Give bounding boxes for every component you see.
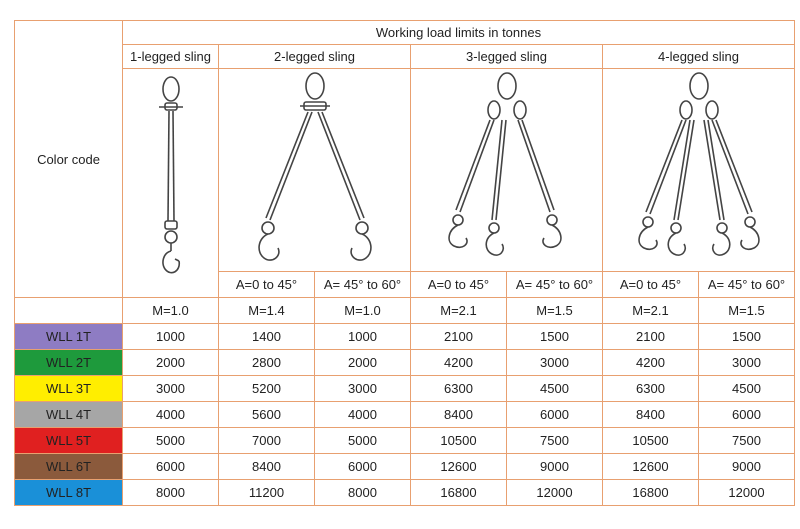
wll-value-cell: 10500	[603, 428, 699, 454]
wll-value-cell: 9000	[699, 454, 795, 480]
sling-image-3-leg-cell	[411, 69, 603, 272]
wll-row	[15, 402, 795, 428]
three-leg-sling-icon	[432, 70, 582, 270]
wll-value-cell: 3000	[315, 376, 411, 402]
wll-value-cell: 2000	[123, 350, 219, 376]
sling-header-4-leg: 4-legged sling	[603, 45, 795, 69]
wll-value-cell: 2100	[603, 324, 699, 350]
wll-row	[15, 350, 795, 376]
wll-value-cell: 6000	[123, 454, 219, 480]
wll-row	[15, 376, 795, 402]
wll-value-cell: 1000	[315, 324, 411, 350]
m-value: M=1.5	[507, 298, 603, 324]
sling-header-2-leg: 2-legged sling	[219, 45, 411, 69]
wll-value-cell: 7000	[219, 428, 315, 454]
wll-color-label: WLL 6T	[15, 454, 123, 480]
wll-value-cell: 1500	[507, 324, 603, 350]
two-leg-sling-icon	[240, 70, 390, 270]
m-spacer-cell	[15, 298, 123, 324]
wll-value-cell: 5000	[315, 428, 411, 454]
wll-value-cell: 4000	[123, 402, 219, 428]
table-title: Working load limits in tonnes	[123, 21, 795, 45]
wll-value-cell: 4500	[507, 376, 603, 402]
wll-value-cell: 11200	[219, 480, 315, 506]
wll-color-label: WLL 3T	[15, 376, 123, 402]
wll-color-label: WLL 2T	[15, 350, 123, 376]
wll-value-cell: 7500	[507, 428, 603, 454]
wll-value-cell: 6300	[603, 376, 699, 402]
wll-table-container	[14, 20, 795, 506]
wll-value-cell: 9000	[507, 454, 603, 480]
wll-value-cell: 8400	[603, 402, 699, 428]
angle-2leg-a: A=0 to 45°	[219, 272, 315, 298]
wll-value-cell: 12600	[411, 454, 507, 480]
wll-value-cell: 4000	[315, 402, 411, 428]
sling-header-1-leg: 1-legged sling	[123, 45, 219, 69]
wll-value-cell: 1400	[219, 324, 315, 350]
wll-value-cell: 2000	[315, 350, 411, 376]
wll-row	[15, 454, 795, 480]
wll-value-cell: 4200	[411, 350, 507, 376]
wll-row	[15, 480, 795, 506]
wll-value-cell: 7500	[699, 428, 795, 454]
wll-value-cell: 16800	[603, 480, 699, 506]
wll-color-label: WLL 5T	[15, 428, 123, 454]
wll-value-cell: 8400	[411, 402, 507, 428]
wll-value-cell: 6000	[315, 454, 411, 480]
one-leg-sling-icon	[141, 71, 201, 296]
wll-row	[15, 324, 795, 350]
angle-4leg-a: A=0 to 45°	[603, 272, 699, 298]
wll-color-label: WLL 4T	[15, 402, 123, 428]
color-code-header: Color code	[15, 21, 123, 298]
sling-header-3-leg: 3-legged sling	[411, 45, 603, 69]
four-leg-sling-icon	[624, 70, 774, 270]
wll-value-cell: 8000	[315, 480, 411, 506]
wll-value-cell: 5200	[219, 376, 315, 402]
angle-4leg-b: A= 45° to 60°	[699, 272, 795, 298]
wll-value-cell: 6300	[411, 376, 507, 402]
wll-table	[14, 20, 795, 506]
wll-value-cell: 12000	[699, 480, 795, 506]
m-value: M=2.1	[603, 298, 699, 324]
angle-2leg-b: A= 45° to 60°	[315, 272, 411, 298]
wll-value-cell: 5000	[123, 428, 219, 454]
m-value: M=2.1	[411, 298, 507, 324]
wll-value-cell: 5600	[219, 402, 315, 428]
wll-value-cell: 3000	[507, 350, 603, 376]
wll-color-label: WLL 1T	[15, 324, 123, 350]
wll-color-label: WLL 8T	[15, 480, 123, 506]
m-value: M=1.4	[219, 298, 315, 324]
wll-value-cell: 1500	[699, 324, 795, 350]
sling-image-1-leg-cell	[123, 69, 219, 298]
wll-value-cell: 1000	[123, 324, 219, 350]
wll-value-cell: 2800	[219, 350, 315, 376]
wll-value-cell: 3000	[699, 350, 795, 376]
wll-value-cell: 4500	[699, 376, 795, 402]
wll-value-cell: 8000	[123, 480, 219, 506]
wll-value-cell: 2100	[411, 324, 507, 350]
wll-value-cell: 8400	[219, 454, 315, 480]
sling-image-2-leg-cell	[219, 69, 411, 272]
wll-row	[15, 428, 795, 454]
wll-value-cell: 12000	[507, 480, 603, 506]
sling-image-4-leg-cell	[603, 69, 795, 272]
m-value: M=1.5	[699, 298, 795, 324]
m-value: M=1.0	[123, 298, 219, 324]
wll-value-cell: 6000	[507, 402, 603, 428]
angle-3leg-b: A= 45° to 60°	[507, 272, 603, 298]
angle-3leg-a: A=0 to 45°	[411, 272, 507, 298]
m-value: M=1.0	[315, 298, 411, 324]
wll-value-cell: 3000	[123, 376, 219, 402]
wll-value-cell: 6000	[699, 402, 795, 428]
wll-value-cell: 4200	[603, 350, 699, 376]
wll-value-cell: 12600	[603, 454, 699, 480]
wll-value-cell: 16800	[411, 480, 507, 506]
wll-value-cell: 10500	[411, 428, 507, 454]
